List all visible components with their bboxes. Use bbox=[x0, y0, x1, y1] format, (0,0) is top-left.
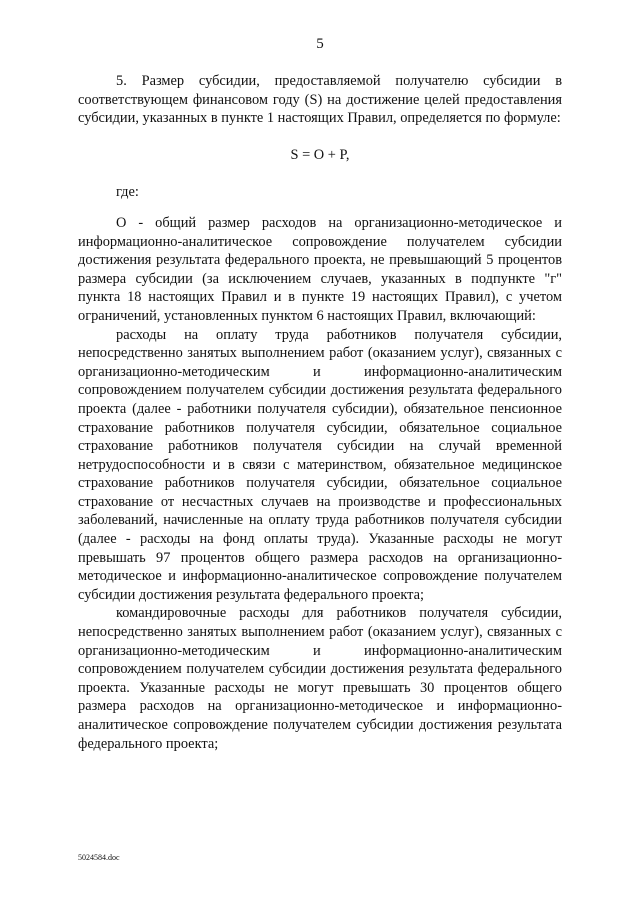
paragraph-where: где: bbox=[116, 184, 139, 201]
paragraph-payroll-expenses: расходы на оплату труда работников получателя субсидии, непосредственно занятых выполнением работ (оказанием услуг), связанных с организационно-методическим и информационно-аналитическим сопровождением получателем субсидии достижения результата федерального проекта (далее - работники получателя субсидии), обязательное пенсионное страхование работников получателя субсидии, обязательное социальное страхование работников получателя субсидии на случай временной нетрудоспособности и в связи с материнством, обязательное медицинское страхование работников получателя субсидии, обязательное социальное страхование от несчастных случаев на производстве и профессиональных заболеваний, начисленные на оплату труда работников получателя субсидии (далее - расходы на фонд оплаты труда). Указанные расходы не могут превышать 97 процентов общего размера расходов на организационно-методическое и информационно-аналитическое сопровождение получателем субсидии достижения результата федерального проекта; bbox=[78, 326, 562, 603]
document-body bbox=[78, 72, 562, 753]
file-name-footer: 5024584.doc bbox=[78, 853, 120, 862]
formula: S = O + P, bbox=[290, 146, 350, 163]
paragraph-subsidy-size: 5. Размер субсидии, предоставляемой получателю субсидии в соответствующем финансовом году (S) на достижение целей предоставления субсидии, указанных в пункте 1 настоящих Правил, определяется по формуле: bbox=[78, 73, 562, 127]
paragraph-definition-o: O - общий размер расходов на организационно-методическое и информационно-аналитическое сопровождение получателем субсидии достижения результата федерального проекта, не превышающий 5 процентов размера субсидии (за исключением случаев, указанных в подпункте "г" пункта 18 настоящих Правил и в пункте 19 настоящих Правил), с учетом ограничений, установленных пунктом 6 настоящих Правил, включающий: bbox=[78, 214, 562, 324]
paragraph-travel-expenses: командировочные расходы для работников получателя субсидии, непосредственно занятых выполнением работ (оказанием услуг), связанных с организационно-методическим и информационно-аналитическим сопровождением получателем субсидии достижения результата федерального проекта. Указанные расходы не могут превышать 30 процентов общего размера расходов на организационно-методическое и информационно-аналитическое сопровождение получателем субсидии достижения результата федерального проекта; bbox=[78, 605, 562, 752]
page-number: 5 bbox=[316, 36, 324, 52]
